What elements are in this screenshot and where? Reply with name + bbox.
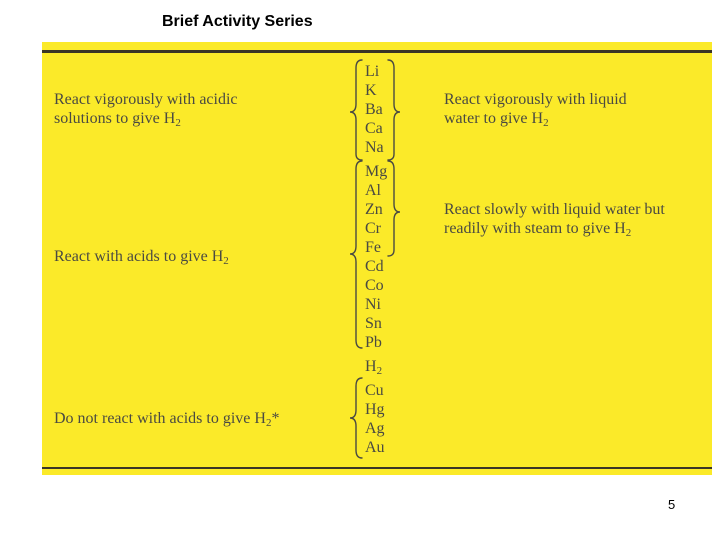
left-brace-noble-metals — [350, 378, 362, 458]
metal-ca: Ca — [365, 120, 383, 137]
metal-cu: Cu — [365, 382, 384, 399]
left-brace-acid-metals — [350, 161, 362, 348]
metal-sn: Sn — [365, 315, 382, 332]
metal-pb: Pb — [365, 334, 382, 351]
metal-cd: Cd — [365, 258, 384, 275]
label-react-with-acids: React with acids to give $H_2$ — [54, 248, 229, 267]
hydrogen-reference: $H_2$ — [365, 358, 383, 377]
label-line: React vigorously with acidic — [54, 91, 238, 108]
label-do-not-react: Do not react with acids to give $H_2*$ — [54, 410, 280, 429]
metal-na: Na — [365, 139, 384, 156]
metal-zn: Zn — [365, 201, 383, 218]
activity-series-panel — [42, 42, 712, 475]
metal-li: Li — [365, 63, 380, 80]
brace-group — [42, 42, 712, 475]
page-number: 5 — [668, 497, 676, 512]
metal-k: K — [365, 82, 377, 99]
metal-mg: Mg — [365, 163, 388, 180]
label-line: React vigorously with liquid — [444, 91, 627, 108]
metal-cr: Cr — [365, 220, 381, 237]
label-line: readily with steam to give $H_2$ — [444, 220, 632, 239]
metal-hg: Hg — [365, 401, 385, 418]
right-brace-steam-metals — [388, 161, 400, 256]
metal-co: Co — [365, 277, 384, 294]
slide-title: Brief Activity Series — [162, 13, 313, 30]
right-brace-alkali — [388, 60, 400, 160]
metal-ag: Ag — [365, 420, 385, 437]
metal-fe: Fe — [365, 239, 381, 256]
metal-al: Al — [365, 182, 381, 199]
label-line: water to give $H_2$ — [444, 110, 549, 129]
left-brace-alkali — [350, 60, 362, 160]
metal-au: Au — [365, 439, 385, 456]
metal-ni: Ni — [365, 296, 381, 313]
label-line: React slowly with liquid water but — [444, 201, 665, 218]
metal-ba: Ba — [365, 101, 383, 118]
label-line: solutions to give $H_2$ — [54, 110, 181, 129]
